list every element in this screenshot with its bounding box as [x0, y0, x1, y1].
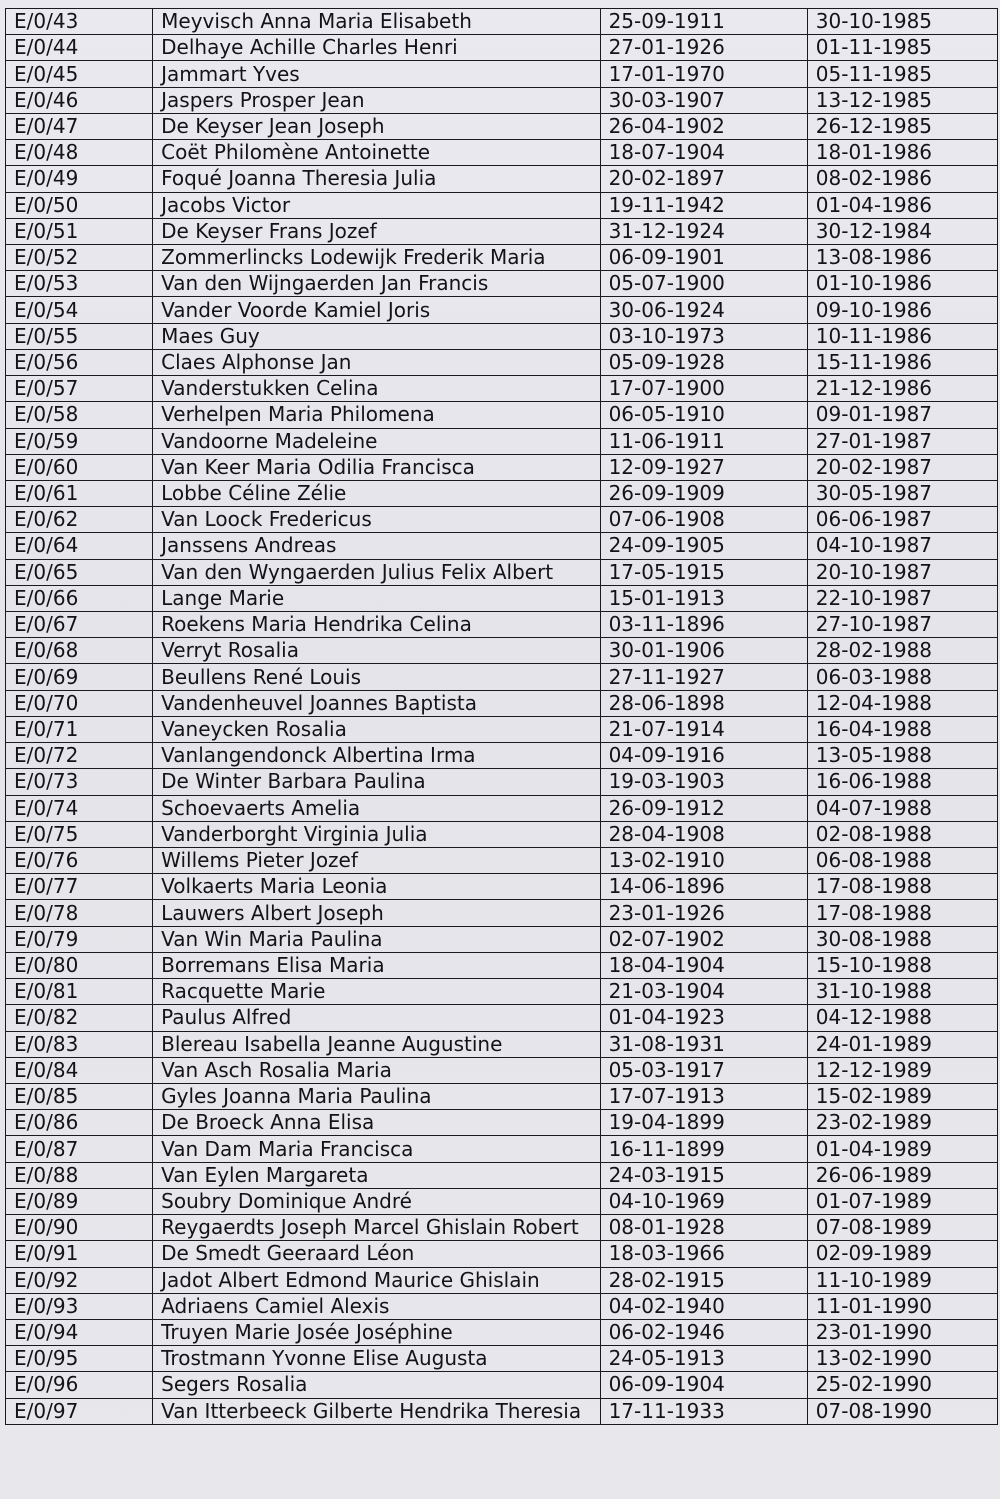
death-date-cell: 18-01-1986 — [807, 140, 997, 166]
grave-id-cell: E/0/96 — [6, 1372, 153, 1398]
birth-date-cell: 20-02-1897 — [600, 166, 807, 192]
birth-date-cell: 26-09-1912 — [600, 795, 807, 821]
birth-date-cell: 28-04-1908 — [600, 821, 807, 847]
burial-register-table — [5, 8, 998, 1425]
deceased-name-cell: Vandenheuvel Joannes Baptista — [153, 690, 600, 716]
deceased-name-cell: Borremans Elisa Maria — [153, 952, 600, 978]
birth-date-cell: 19-11-1942 — [600, 192, 807, 218]
birth-date-cell: 27-11-1927 — [600, 664, 807, 690]
table-row — [6, 507, 998, 533]
table-row — [6, 1215, 998, 1241]
table-row — [6, 1083, 998, 1109]
birth-date-cell: 06-02-1946 — [600, 1319, 807, 1345]
death-date-cell: 11-10-1989 — [807, 1267, 997, 1293]
deceased-name-cell: Vanlangendonck Albertina Irma — [153, 743, 600, 769]
death-date-cell: 13-08-1986 — [807, 244, 997, 270]
birth-date-cell: 18-03-1966 — [600, 1241, 807, 1267]
grave-id-cell: E/0/45 — [6, 61, 153, 87]
grave-id-cell: E/0/97 — [6, 1398, 153, 1424]
death-date-cell: 16-04-1988 — [807, 716, 997, 742]
death-date-cell: 11-01-1990 — [807, 1293, 997, 1319]
table-row — [6, 1346, 998, 1372]
grave-id-cell: E/0/58 — [6, 402, 153, 428]
grave-id-cell: E/0/68 — [6, 638, 153, 664]
deceased-name-cell: De Winter Barbara Paulina — [153, 769, 600, 795]
grave-id-cell: E/0/49 — [6, 166, 153, 192]
grave-id-cell: E/0/53 — [6, 271, 153, 297]
deceased-name-cell: De Smedt Geeraard Léon — [153, 1241, 600, 1267]
deceased-name-cell: Vanderstukken Celina — [153, 376, 600, 402]
deceased-name-cell: Vander Voorde Kamiel Joris — [153, 297, 600, 323]
grave-id-cell: E/0/69 — [6, 664, 153, 690]
table-row — [6, 140, 998, 166]
table-row — [6, 848, 998, 874]
birth-date-cell: 31-08-1931 — [600, 1031, 807, 1057]
death-date-cell: 23-01-1990 — [807, 1319, 997, 1345]
death-date-cell: 20-02-1987 — [807, 454, 997, 480]
death-date-cell: 25-02-1990 — [807, 1372, 997, 1398]
table-row — [6, 716, 998, 742]
birth-date-cell: 18-07-1904 — [600, 140, 807, 166]
deceased-name-cell: Reygaerdts Joseph Marcel Ghislain Robert — [153, 1215, 600, 1241]
deceased-name-cell: Beullens René Louis — [153, 664, 600, 690]
table-row — [6, 926, 998, 952]
table-row — [6, 1057, 998, 1083]
birth-date-cell: 17-05-1915 — [600, 559, 807, 585]
death-date-cell: 02-09-1989 — [807, 1241, 997, 1267]
death-date-cell: 17-08-1988 — [807, 900, 997, 926]
grave-id-cell: E/0/87 — [6, 1136, 153, 1162]
deceased-name-cell: Jadot Albert Edmond Maurice Ghislain — [153, 1267, 600, 1293]
grave-id-cell: E/0/72 — [6, 743, 153, 769]
table-row — [6, 559, 998, 585]
grave-id-cell: E/0/71 — [6, 716, 153, 742]
table-row — [6, 9, 998, 35]
deceased-name-cell: Van Keer Maria Odilia Francisca — [153, 454, 600, 480]
death-date-cell: 30-10-1985 — [807, 9, 997, 35]
table-row — [6, 1162, 998, 1188]
grave-id-cell: E/0/74 — [6, 795, 153, 821]
deceased-name-cell: Coët Philomène Antoinette — [153, 140, 600, 166]
deceased-name-cell: Jammart Yves — [153, 61, 600, 87]
deceased-name-cell: Paulus Alfred — [153, 1005, 600, 1031]
birth-date-cell: 24-03-1915 — [600, 1162, 807, 1188]
birth-date-cell: 12-09-1927 — [600, 454, 807, 480]
grave-id-cell: E/0/92 — [6, 1267, 153, 1293]
deceased-name-cell: Trostmann Yvonne Elise Augusta — [153, 1346, 600, 1372]
death-date-cell: 23-02-1989 — [807, 1110, 997, 1136]
grave-id-cell: E/0/51 — [6, 218, 153, 244]
death-date-cell: 13-02-1990 — [807, 1346, 997, 1372]
birth-date-cell: 24-05-1913 — [600, 1346, 807, 1372]
death-date-cell: 31-10-1988 — [807, 979, 997, 1005]
death-date-cell: 26-06-1989 — [807, 1162, 997, 1188]
deceased-name-cell: Foqué Joanna Theresia Julia — [153, 166, 600, 192]
deceased-name-cell: Adriaens Camiel Alexis — [153, 1293, 600, 1319]
birth-date-cell: 11-06-1911 — [600, 428, 807, 454]
deceased-name-cell: Claes Alphonse Jan — [153, 349, 600, 375]
deceased-name-cell: Soubry Dominique André — [153, 1188, 600, 1214]
birth-date-cell: 17-07-1900 — [600, 376, 807, 402]
death-date-cell: 01-10-1986 — [807, 271, 997, 297]
death-date-cell: 06-03-1988 — [807, 664, 997, 690]
birth-date-cell: 23-01-1926 — [600, 900, 807, 926]
death-date-cell: 02-08-1988 — [807, 821, 997, 847]
grave-id-cell: E/0/78 — [6, 900, 153, 926]
table-row — [6, 35, 998, 61]
birth-date-cell: 19-04-1899 — [600, 1110, 807, 1136]
deceased-name-cell: Zommerlincks Lodewijk Frederik Maria — [153, 244, 600, 270]
grave-id-cell: E/0/60 — [6, 454, 153, 480]
table-row — [6, 585, 998, 611]
table-row — [6, 244, 998, 270]
death-date-cell: 15-02-1989 — [807, 1083, 997, 1109]
table-row — [6, 612, 998, 638]
grave-id-cell: E/0/59 — [6, 428, 153, 454]
deceased-name-cell: Lange Marie — [153, 585, 600, 611]
birth-date-cell: 16-11-1899 — [600, 1136, 807, 1162]
death-date-cell: 16-06-1988 — [807, 769, 997, 795]
death-date-cell: 04-12-1988 — [807, 1005, 997, 1031]
birth-date-cell: 30-03-1907 — [600, 87, 807, 113]
death-date-cell: 12-12-1989 — [807, 1057, 997, 1083]
grave-id-cell: E/0/61 — [6, 480, 153, 506]
table-row — [6, 874, 998, 900]
birth-date-cell: 28-02-1915 — [600, 1267, 807, 1293]
deceased-name-cell: Truyen Marie Josée Joséphine — [153, 1319, 600, 1345]
table-row — [6, 1267, 998, 1293]
death-date-cell: 24-01-1989 — [807, 1031, 997, 1057]
death-date-cell: 27-10-1987 — [807, 612, 997, 638]
table-row — [6, 87, 998, 113]
deceased-name-cell: Van Win Maria Paulina — [153, 926, 600, 952]
table-row — [6, 218, 998, 244]
deceased-name-cell: Van Loock Fredericus — [153, 507, 600, 533]
birth-date-cell: 05-09-1928 — [600, 349, 807, 375]
grave-id-cell: E/0/66 — [6, 585, 153, 611]
table-row — [6, 454, 998, 480]
deceased-name-cell: Delhaye Achille Charles Henri — [153, 35, 600, 61]
table-row — [6, 376, 998, 402]
grave-id-cell: E/0/80 — [6, 952, 153, 978]
death-date-cell: 26-12-1985 — [807, 113, 997, 139]
death-date-cell: 06-06-1987 — [807, 507, 997, 533]
death-date-cell: 01-11-1985 — [807, 35, 997, 61]
birth-date-cell: 07-06-1908 — [600, 507, 807, 533]
deceased-name-cell: Van den Wyngaerden Julius Felix Albert — [153, 559, 600, 585]
table-row — [6, 323, 998, 349]
birth-date-cell: 06-05-1910 — [600, 402, 807, 428]
birth-date-cell: 15-01-1913 — [600, 585, 807, 611]
birth-date-cell: 26-09-1909 — [600, 480, 807, 506]
birth-date-cell: 05-07-1900 — [600, 271, 807, 297]
grave-id-cell: E/0/83 — [6, 1031, 153, 1057]
death-date-cell: 01-07-1989 — [807, 1188, 997, 1214]
grave-id-cell: E/0/81 — [6, 979, 153, 1005]
death-date-cell: 30-05-1987 — [807, 480, 997, 506]
grave-id-cell: E/0/44 — [6, 35, 153, 61]
grave-id-cell: E/0/62 — [6, 507, 153, 533]
birth-date-cell: 19-03-1903 — [600, 769, 807, 795]
deceased-name-cell: Janssens Andreas — [153, 533, 600, 559]
table-row — [6, 166, 998, 192]
deceased-name-cell: Verhelpen Maria Philomena — [153, 402, 600, 428]
birth-date-cell: 01-04-1923 — [600, 1005, 807, 1031]
grave-id-cell: E/0/75 — [6, 821, 153, 847]
birth-date-cell: 04-02-1940 — [600, 1293, 807, 1319]
grave-id-cell: E/0/43 — [6, 9, 153, 35]
deceased-name-cell: Segers Rosalia — [153, 1372, 600, 1398]
birth-date-cell: 03-10-1973 — [600, 323, 807, 349]
birth-date-cell: 17-07-1913 — [600, 1083, 807, 1109]
birth-date-cell: 28-06-1898 — [600, 690, 807, 716]
table-row — [6, 1372, 998, 1398]
table-row — [6, 533, 998, 559]
birth-date-cell: 03-11-1896 — [600, 612, 807, 638]
death-date-cell: 08-02-1986 — [807, 166, 997, 192]
death-date-cell: 09-01-1987 — [807, 402, 997, 428]
birth-date-cell: 02-07-1902 — [600, 926, 807, 952]
grave-id-cell: E/0/86 — [6, 1110, 153, 1136]
death-date-cell: 27-01-1987 — [807, 428, 997, 454]
grave-id-cell: E/0/47 — [6, 113, 153, 139]
birth-date-cell: 05-03-1917 — [600, 1057, 807, 1083]
grave-id-cell: E/0/84 — [6, 1057, 153, 1083]
death-date-cell: 15-10-1988 — [807, 952, 997, 978]
death-date-cell: 01-04-1989 — [807, 1136, 997, 1162]
birth-date-cell: 04-10-1969 — [600, 1188, 807, 1214]
death-date-cell: 22-10-1987 — [807, 585, 997, 611]
grave-id-cell: E/0/79 — [6, 926, 153, 952]
deceased-name-cell: Blereau Isabella Jeanne Augustine — [153, 1031, 600, 1057]
table-row — [6, 113, 998, 139]
table-row — [6, 900, 998, 926]
death-date-cell: 30-12-1984 — [807, 218, 997, 244]
deceased-name-cell: Vandoorne Madeleine — [153, 428, 600, 454]
table-row — [6, 297, 998, 323]
grave-id-cell: E/0/94 — [6, 1319, 153, 1345]
deceased-name-cell: Lauwers Albert Joseph — [153, 900, 600, 926]
grave-id-cell: E/0/64 — [6, 533, 153, 559]
table-row — [6, 795, 998, 821]
table-row — [6, 979, 998, 1005]
deceased-name-cell: De Keyser Frans Jozef — [153, 218, 600, 244]
grave-id-cell: E/0/88 — [6, 1162, 153, 1188]
table-row — [6, 428, 998, 454]
deceased-name-cell: Van Itterbeeck Gilberte Hendrika Theresia — [153, 1398, 600, 1424]
deceased-name-cell: Van Dam Maria Francisca — [153, 1136, 600, 1162]
table-row — [6, 349, 998, 375]
deceased-name-cell: Jacobs Victor — [153, 192, 600, 218]
birth-date-cell: 25-09-1911 — [600, 9, 807, 35]
birth-date-cell: 18-04-1904 — [600, 952, 807, 978]
birth-date-cell: 13-02-1910 — [600, 848, 807, 874]
death-date-cell: 06-08-1988 — [807, 848, 997, 874]
birth-date-cell: 21-07-1914 — [600, 716, 807, 742]
grave-id-cell: E/0/57 — [6, 376, 153, 402]
table-row — [6, 821, 998, 847]
grave-id-cell: E/0/48 — [6, 140, 153, 166]
birth-date-cell: 27-01-1926 — [600, 35, 807, 61]
birth-date-cell: 04-09-1916 — [600, 743, 807, 769]
deceased-name-cell: Gyles Joanna Maria Paulina — [153, 1083, 600, 1109]
deceased-name-cell: Van den Wijngaerden Jan Francis — [153, 271, 600, 297]
table-row — [6, 402, 998, 428]
birth-date-cell: 26-04-1902 — [600, 113, 807, 139]
death-date-cell: 07-08-1989 — [807, 1215, 997, 1241]
birth-date-cell: 17-11-1933 — [600, 1398, 807, 1424]
grave-id-cell: E/0/55 — [6, 323, 153, 349]
death-date-cell: 04-07-1988 — [807, 795, 997, 821]
grave-id-cell: E/0/56 — [6, 349, 153, 375]
birth-date-cell: 06-09-1904 — [600, 1372, 807, 1398]
death-date-cell: 20-10-1987 — [807, 559, 997, 585]
death-date-cell: 15-11-1986 — [807, 349, 997, 375]
grave-id-cell: E/0/70 — [6, 690, 153, 716]
deceased-name-cell: Racquette Marie — [153, 979, 600, 1005]
table-row — [6, 192, 998, 218]
birth-date-cell: 30-06-1924 — [600, 297, 807, 323]
deceased-name-cell: Maes Guy — [153, 323, 600, 349]
deceased-name-cell: De Broeck Anna Elisa — [153, 1110, 600, 1136]
grave-id-cell: E/0/52 — [6, 244, 153, 270]
grave-id-cell: E/0/77 — [6, 874, 153, 900]
death-date-cell: 30-08-1988 — [807, 926, 997, 952]
deceased-name-cell: Verryt Rosalia — [153, 638, 600, 664]
grave-id-cell: E/0/67 — [6, 612, 153, 638]
table-row — [6, 1136, 998, 1162]
grave-id-cell: E/0/89 — [6, 1188, 153, 1214]
birth-date-cell: 14-06-1896 — [600, 874, 807, 900]
grave-id-cell: E/0/91 — [6, 1241, 153, 1267]
deceased-name-cell: Van Asch Rosalia Maria — [153, 1057, 600, 1083]
table-row — [6, 638, 998, 664]
table-row — [6, 1031, 998, 1057]
table-row — [6, 1293, 998, 1319]
table-row — [6, 1241, 998, 1267]
death-date-cell: 21-12-1986 — [807, 376, 997, 402]
deceased-name-cell: Roekens Maria Hendrika Celina — [153, 612, 600, 638]
table-row — [6, 952, 998, 978]
death-date-cell: 04-10-1987 — [807, 533, 997, 559]
grave-id-cell: E/0/65 — [6, 559, 153, 585]
death-date-cell: 28-02-1988 — [807, 638, 997, 664]
table-row — [6, 271, 998, 297]
deceased-name-cell: Vanderborght Virginia Julia — [153, 821, 600, 847]
deceased-name-cell: Vaneycken Rosalia — [153, 716, 600, 742]
birth-date-cell: 24-09-1905 — [600, 533, 807, 559]
deceased-name-cell: De Keyser Jean Joseph — [153, 113, 600, 139]
death-date-cell: 12-04-1988 — [807, 690, 997, 716]
table-row — [6, 480, 998, 506]
table-row — [6, 1319, 998, 1345]
death-date-cell: 01-04-1986 — [807, 192, 997, 218]
table-row — [6, 690, 998, 716]
grave-id-cell: E/0/54 — [6, 297, 153, 323]
death-date-cell: 07-08-1990 — [807, 1398, 997, 1424]
deceased-name-cell: Schoevaerts Amelia — [153, 795, 600, 821]
table-row — [6, 743, 998, 769]
birth-date-cell: 08-01-1928 — [600, 1215, 807, 1241]
grave-id-cell: E/0/73 — [6, 769, 153, 795]
deceased-name-cell: Lobbe Céline Zélie — [153, 480, 600, 506]
table-row — [6, 1005, 998, 1031]
grave-id-cell: E/0/76 — [6, 848, 153, 874]
death-date-cell: 13-05-1988 — [807, 743, 997, 769]
grave-id-cell: E/0/46 — [6, 87, 153, 113]
table-row — [6, 769, 998, 795]
death-date-cell: 13-12-1985 — [807, 87, 997, 113]
birth-date-cell: 30-01-1906 — [600, 638, 807, 664]
deceased-name-cell: Meyvisch Anna Maria Elisabeth — [153, 9, 600, 35]
death-date-cell: 10-11-1986 — [807, 323, 997, 349]
deceased-name-cell: Volkaerts Maria Leonia — [153, 874, 600, 900]
grave-id-cell: E/0/85 — [6, 1083, 153, 1109]
table-row — [6, 664, 998, 690]
birth-date-cell: 31-12-1924 — [600, 218, 807, 244]
table-row — [6, 1188, 998, 1214]
deceased-name-cell: Willems Pieter Jozef — [153, 848, 600, 874]
deceased-name-cell: Van Eylen Margareta — [153, 1162, 600, 1188]
register-body — [6, 9, 998, 1425]
birth-date-cell: 06-09-1901 — [600, 244, 807, 270]
death-date-cell: 09-10-1986 — [807, 297, 997, 323]
grave-id-cell: E/0/95 — [6, 1346, 153, 1372]
table-row — [6, 61, 998, 87]
grave-id-cell: E/0/50 — [6, 192, 153, 218]
table-row — [6, 1110, 998, 1136]
birth-date-cell: 21-03-1904 — [600, 979, 807, 1005]
birth-date-cell: 17-01-1970 — [600, 61, 807, 87]
grave-id-cell: E/0/93 — [6, 1293, 153, 1319]
grave-id-cell: E/0/82 — [6, 1005, 153, 1031]
death-date-cell: 17-08-1988 — [807, 874, 997, 900]
grave-id-cell: E/0/90 — [6, 1215, 153, 1241]
death-date-cell: 05-11-1985 — [807, 61, 997, 87]
table-row — [6, 1398, 998, 1424]
deceased-name-cell: Jaspers Prosper Jean — [153, 87, 600, 113]
